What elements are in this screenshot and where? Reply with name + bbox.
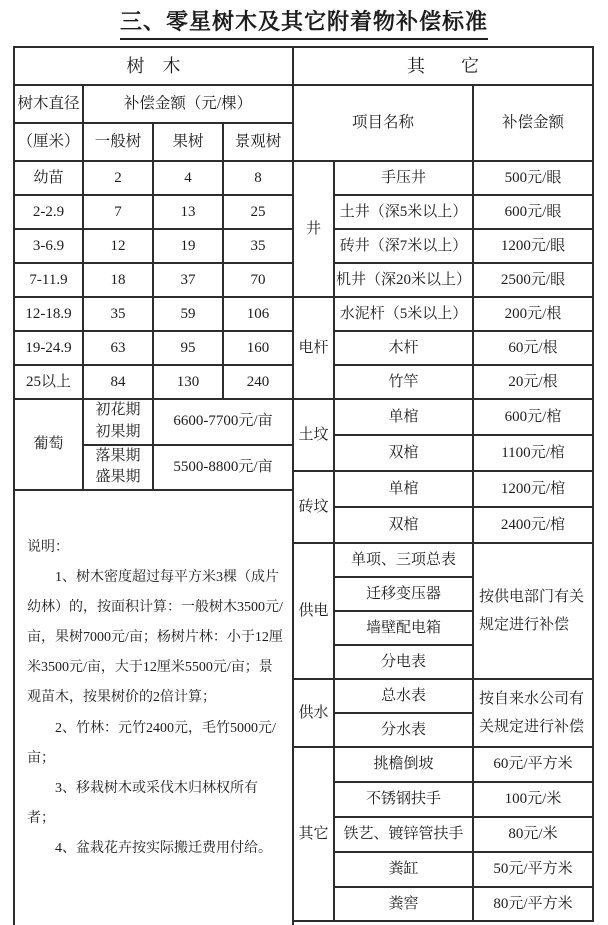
table-row [293, 887, 593, 921]
table-row [14, 297, 293, 331]
tree-landscape-cell: 106 [223, 297, 293, 331]
grape-amount-cell: 5500-8800元/亩 [153, 445, 293, 491]
tree-amount-header: 补偿金额（元/棵） [83, 85, 293, 123]
notes-heading: 说明： [27, 540, 69, 555]
item-name-cell: 水泥杆（5米以上） [334, 297, 473, 331]
item-name-cell: 双棺 [334, 507, 473, 543]
note-item: 2、竹林：元竹2400元，毛竹5000元/亩； [27, 720, 276, 766]
table-row [293, 507, 593, 543]
tree-general-cell: 7 [83, 195, 153, 229]
item-name-cell: 分水表 [334, 713, 473, 747]
table-row [293, 297, 593, 331]
table-row [293, 195, 593, 229]
table-row [14, 195, 293, 229]
tree-fruit-cell: 4 [153, 161, 223, 195]
table-row [293, 435, 593, 471]
tree-diameter-cell: 19-24.9 [14, 331, 83, 365]
table-row [14, 161, 293, 195]
others-table [292, 46, 594, 922]
tree-diameter-unit: （厘米） [14, 123, 83, 161]
tree-type-header-fruit: 果树 [153, 123, 223, 161]
item-name-cell: 单项、三项总表 [334, 543, 473, 577]
grape-amount-cell: 6600-7700元/亩 [153, 399, 293, 445]
item-amount-cell: 200元/根 [473, 297, 593, 331]
table-row [293, 399, 593, 435]
item-name-cell: 双棺 [334, 435, 473, 471]
item-name-cell: 粪窖 [334, 887, 473, 921]
water-shared-amount-cell: 按自来水公司有关规定进行补偿 [473, 679, 593, 747]
tree-general-cell: 63 [83, 331, 153, 365]
tree-fruit-cell: 95 [153, 331, 223, 365]
item-name-cell: 分电表 [334, 645, 473, 679]
grape-period-line2: 初果期 [95, 423, 141, 440]
item-amount-cell: 2400元/棺 [473, 507, 593, 543]
grape-period-cell [83, 445, 153, 491]
tree-general-cell: 18 [83, 263, 153, 297]
tree-fruit-cell: 13 [153, 195, 223, 229]
item-name-cell: 土井（深5米以上） [334, 195, 473, 229]
table-row [14, 365, 293, 399]
tree-diameter-cell: 2-2.9 [14, 195, 83, 229]
item-amount-cell: 1100元/棺 [473, 435, 593, 471]
tree-landscape-cell: 240 [223, 365, 293, 399]
table-row [293, 679, 593, 713]
grape-label-cell: 葡萄 [14, 399, 83, 490]
item-amount-cell: 2500元/眼 [473, 263, 593, 297]
category-cell-brick-grave: 砖坟 [293, 471, 334, 543]
item-name-cell: 总水表 [334, 679, 473, 713]
item-name-cell: 单棺 [334, 399, 473, 435]
power-shared-amount-cell: 按供电部门有关规定进行补偿 [473, 543, 593, 679]
tree-diameter-cell: 7-11.9 [14, 263, 83, 297]
table-row [14, 331, 293, 365]
item-amount-cell: 1200元/棺 [473, 471, 593, 507]
item-amount-cell: 600元/棺 [473, 399, 593, 435]
item-name-cell: 手压井 [334, 161, 473, 195]
item-amount-cell: 60元/根 [473, 331, 593, 365]
tree-diameter-cell: 3-6.9 [14, 229, 83, 263]
item-amount-cell: 80元/米 [473, 817, 593, 852]
tree-landscape-cell: 25 [223, 195, 293, 229]
tree-landscape-cell: 8 [223, 161, 293, 195]
grape-period-line2: 盛果期 [95, 469, 141, 486]
item-amount-cell: 50元/平方米 [473, 852, 593, 887]
item-name-cell: 迁移变压器 [334, 577, 473, 611]
category-cell-water: 供水 [293, 679, 334, 747]
table-row [293, 747, 593, 782]
category-cell-power: 供电 [293, 543, 334, 679]
category-cell-well: 井 [293, 161, 334, 297]
tree-fruit-cell: 130 [153, 365, 223, 399]
tree-fruit-cell: 59 [153, 297, 223, 331]
item-name-cell: 挑檐倒坡 [334, 747, 473, 782]
table-row [293, 161, 593, 195]
tree-general-cell: 12 [83, 229, 153, 263]
notes-cell [14, 490, 293, 925]
table-row [293, 543, 593, 577]
item-amount-cell: 600元/眼 [473, 195, 593, 229]
item-amount-cell: 60元/平方米 [473, 747, 593, 782]
tree-fruit-cell: 19 [153, 229, 223, 263]
item-name-cell: 木杆 [334, 331, 473, 365]
tree-general-cell: 35 [83, 297, 153, 331]
page-title: 三、零星树木及其它附着物补偿标准 [120, 9, 488, 40]
table-row [293, 852, 593, 887]
tree-landscape-cell: 35 [223, 229, 293, 263]
tree-diameter-cell: 12-18.9 [14, 297, 83, 331]
table-row [14, 263, 293, 297]
compensation-tables [13, 46, 608, 925]
tree-general-cell: 84 [83, 365, 153, 399]
table-row [293, 782, 593, 817]
grape-period-line1: 初花期 [95, 402, 141, 418]
item-amount-header: 补偿金额 [473, 85, 593, 161]
item-name-cell: 铁艺、镀锌管扶手 [334, 817, 473, 852]
grape-period-cell [83, 399, 153, 445]
note-item: 3、移栽树木或采伐木归林权所有者； [27, 780, 258, 826]
tree-landscape-cell: 70 [223, 263, 293, 297]
table-row [293, 365, 593, 399]
title-row [0, 0, 608, 46]
others-section-header: 其 它 [293, 47, 593, 85]
tree-fruit-cell: 37 [153, 263, 223, 297]
category-cell-pole: 电杆 [293, 297, 334, 399]
grape-period-line1: 落果期 [95, 447, 141, 464]
item-name-cell: 砖井（深7米以上） [334, 229, 473, 263]
tree-type-header-landscape: 景观树 [223, 123, 293, 161]
note-item: 4、盆栽花卉按实际搬迁费用付给。 [55, 840, 272, 856]
tree-landscape-cell: 160 [223, 331, 293, 365]
table-row [293, 263, 593, 297]
item-amount-cell: 1200元/眼 [473, 229, 593, 263]
item-amount-cell: 500元/眼 [473, 161, 593, 195]
category-cell-misc: 其它 [293, 747, 334, 921]
trees-section-header: 树 木 [14, 47, 293, 85]
item-name-cell: 单棺 [334, 471, 473, 507]
table-row [293, 471, 593, 507]
item-amount-cell: 20元/根 [473, 365, 593, 399]
tree-general-cell: 2 [83, 161, 153, 195]
note-item: 1、树木密度超过每平方米3棵（成片幼林）的，按面积计算：一般树木3500元/亩，果树7000元/亩；杨树片林：小于12厘米3500元/亩，大于12厘米5500元/亩；景观苗木，按果树价的2倍计算； [27, 570, 283, 706]
item-name-cell: 不锈钢扶手 [334, 782, 473, 817]
tree-diameter-cell: 幼苗 [14, 161, 83, 195]
category-cell-earth-grave: 土坟 [293, 399, 334, 471]
trees-table [13, 46, 294, 925]
item-name-cell: 机井（深20米以上） [334, 263, 473, 297]
item-name-cell: 粪缸 [334, 852, 473, 887]
item-name-header: 项目名称 [293, 85, 473, 161]
table-row [293, 229, 593, 263]
tree-diameter-header: 树木直径 [14, 85, 83, 123]
item-name-cell: 墙壁配电箱 [334, 611, 473, 645]
item-amount-cell: 80元/平方米 [473, 887, 593, 921]
tree-diameter-cell: 25以上 [14, 365, 83, 399]
item-amount-cell: 100元/米 [473, 782, 593, 817]
table-row [293, 817, 593, 852]
item-name-cell: 竹竿 [334, 365, 473, 399]
table-row [293, 331, 593, 365]
table-row [14, 399, 293, 445]
table-row [14, 229, 293, 263]
tree-type-header-general: 一般树 [83, 123, 153, 161]
